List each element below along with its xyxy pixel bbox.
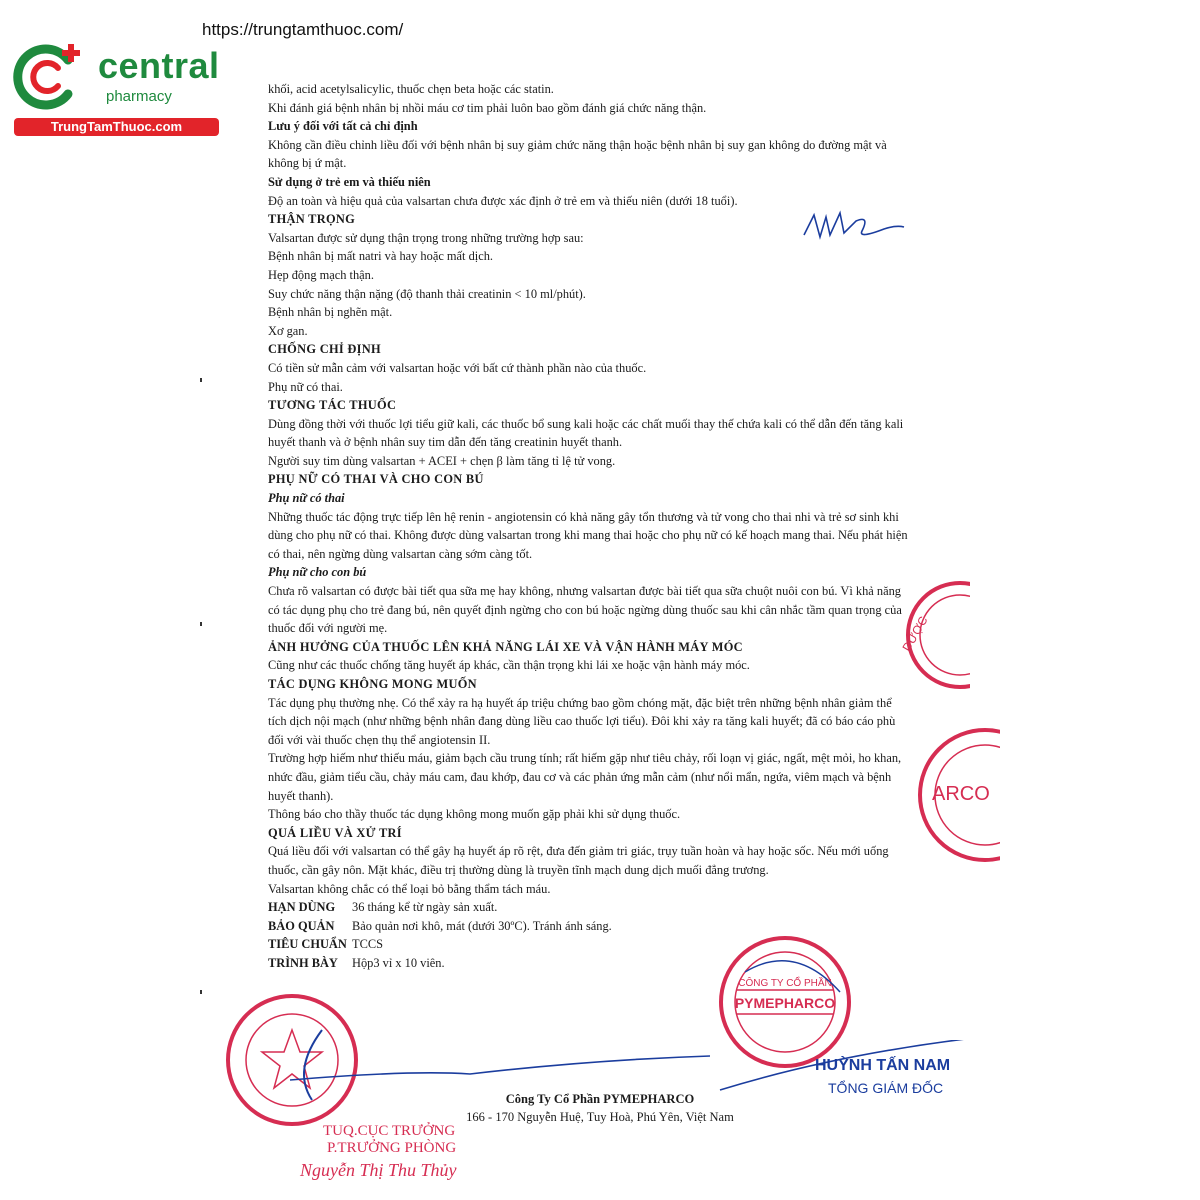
info-key: BẢO QUẢN	[268, 918, 335, 933]
paragraph: Tác dụng phụ thường nhẹ. Có thể xảy ra hạ huyết áp triệu chứng bao gồm chóng mặt, đặc biệt trên những bệnh nhân giảm thể tích dịch nội mạch (như những bệnh nhân đang dùng liều cao thuốc lợi tiểu). Đôi khi xảy ra tăng kali huyết; đã có báo cáo phù đối với vài thuốc chẹn thụ thể angiotensin II.	[268, 695, 896, 747]
pharmacy-c-logo-icon	[10, 38, 88, 116]
source-url[interactable]: https://trungtamthuoc.com/	[202, 20, 404, 39]
tuq-title-line: P.TRƯỞNG PHÒNG	[327, 1140, 457, 1156]
info-key: TIÊU CHUẨN	[268, 937, 347, 952]
punch-mark	[200, 378, 202, 382]
section-heading: PHỤ NỮ CÓ THAI VÀ CHO CON BÚ	[268, 472, 484, 487]
tuq-title-line: TUQ.CỤC TRƯỞNG	[323, 1123, 456, 1139]
list-line: Valsartan được sử dụng thận trọng trong những trường hợp sau:	[268, 230, 584, 245]
section-subtitle: Phụ nữ cho con bú	[268, 565, 367, 580]
section-heading: TÁC DỤNG KHÔNG MONG MUỐN	[268, 677, 477, 691]
svg-text:DƯỢC: DƯỢC	[899, 613, 931, 654]
company-name: Công Ty Cổ Phần PYMEPHARCO	[505, 1092, 695, 1106]
list-line: Xơ gan.	[268, 323, 308, 338]
paragraph: Người suy tim dùng valsartan + ACEI + chẹn β làm tăng tỉ lệ tử vong.	[268, 453, 616, 468]
info-value: TCCS	[352, 937, 383, 952]
logo-brand-text: central	[98, 45, 220, 86]
paragraph: Thông báo cho thầy thuốc tác dụng không mong muốn gặp phải khi sử dụng thuốc.	[268, 807, 681, 822]
section-heading: THẬN TRỌNG	[268, 212, 356, 227]
director-title: TỔNG GIÁM ĐỐC	[828, 1080, 944, 1096]
info-key: TRÌNH BÀY	[268, 955, 338, 970]
info-value: 36 tháng kể từ ngày sản xuất.	[352, 900, 498, 915]
section-subtitle: Phụ nữ có thai	[268, 491, 345, 506]
punch-mark	[200, 990, 202, 994]
company-address: 166 - 170 Nguyễn Huệ, Tuy Hoà, Phú Yên, Việt Nam	[466, 1110, 734, 1124]
section-subtitle: Sử dụng ở trẻ em và thiếu niên	[268, 174, 431, 189]
section-heading: ẢNH HƯỞNG CỦA THUỐC LÊN KHẢ NĂNG LÁI XE VÀ VẬN HÀNH MÁY MÓC	[268, 639, 743, 654]
logo-sub-text: pharmacy	[106, 88, 172, 105]
punch-mark	[200, 622, 202, 626]
svg-text:ARCO: ARCO	[932, 783, 990, 805]
company-stamp-partial-icon	[880, 720, 1000, 870]
info-row	[268, 898, 913, 917]
intro-line: khối, acid acetylsalicylic, thuốc chẹn beta hoặc các statin.	[268, 82, 554, 96]
info-value: Bảo quản nơi khô, mát (dưới 30ºC). Tránh ánh sáng.	[352, 918, 612, 933]
paragraph: Độ an toàn và hiệu quả của valsartan chưa được xác định ở trẻ em và thiếu niên (dưới 18 tuổi).	[268, 193, 738, 208]
central-pharmacy-logo	[10, 38, 220, 138]
list-line: Bệnh nhân bị mất natri và hay hoặc mất dịch.	[268, 249, 494, 264]
paragraph: Dùng đồng thời với thuốc lợi tiểu giữ kali, các thuốc bổ sung kali hoặc các chất muối thay thế chứa kali có thể dẫn đến tăng kali huyết thanh và ở bệnh nhân suy tim dẫn đến tăng creatinin huyết thanh.	[268, 416, 904, 450]
section-heading: CHỐNG CHỈ ĐỊNH	[268, 342, 381, 357]
initials-signature-icon	[800, 205, 910, 250]
list-line: Có tiền sử mẫn cảm với valsartan hoặc với bất cứ thành phần nào của thuốc.	[268, 360, 647, 375]
section-subtitle: Lưu ý đối với tất cả chỉ định	[268, 119, 418, 134]
director-name: HUỲNH TẤN NAM	[815, 1057, 951, 1074]
list-line: Phụ nữ có thai.	[268, 379, 343, 394]
svg-text:PYMEPHARCO: PYMEPHARCO	[734, 995, 836, 1011]
list-line: Bệnh nhân bị nghẽn mật.	[268, 305, 393, 320]
intro-line: Khi đánh giá bệnh nhân bị nhồi máu cơ tim phải luôn bao gồm đánh giá chức năng thận.	[268, 100, 707, 115]
paragraph: Chưa rõ valsartan có được bài tiết qua sữa mẹ hay không, nhưng valsartan được bài tiết qua sữa chuột nuôi con bú. Vì khả năng có tác dụng phụ cho trẻ đang bú, nên quyết định ngừng cho con bú hoặc ngừng dùng thuốc sau khi cân nhắc tầm quan trọng của thuốc đối với người mẹ.	[268, 584, 902, 636]
section-heading: QUÁ LIỀU VÀ XỬ TRÍ	[268, 825, 402, 840]
paragraph: Không cần điều chỉnh liều đối với bệnh nhân bị suy giảm chức năng thận hoặc bệnh nhân bị suy gan không do đường mật và không bị ứ mật.	[268, 137, 887, 171]
paragraph: Valsartan không chắc có thể loại bỏ bằng thẩm tách máu.	[268, 881, 551, 896]
company-stamp-partial-icon	[860, 575, 970, 695]
paragraph: Cũng như các thuốc chống tăng huyết áp khác, cần thận trọng khi lái xe hoặc vận hành máy móc.	[268, 658, 750, 673]
tuq-signatory-name: Nguyễn Thị Thu Thủy	[300, 1160, 457, 1180]
logo-site-banner: TrungTamThuoc.com	[14, 118, 219, 136]
svg-text:CÔNG TY CỔ PHẦN: CÔNG TY CỔ PHẦN	[738, 978, 832, 989]
list-line: Hẹp động mạch thận.	[268, 267, 374, 282]
info-key: HẠN DÙNG	[268, 900, 336, 915]
list-line: Suy chức năng thận nặng (độ thanh thải creatinin < 10 ml/phút).	[268, 286, 586, 301]
paragraph: Những thuốc tác động trực tiếp lên hệ renin - angiotensin có khả năng gây tổn thương và tử vong cho thai nhi và trẻ sơ sinh khi dùng cho phụ nữ có thai. Không được dùng valsartan trong khi mang thai hoặc cho phụ nữ có kế hoạch mang thai. Nếu phát hiện có thai, nên ngừng dùng valsartan càng sớm càng tốt.	[268, 509, 908, 561]
info-value: Hộp3 vỉ x 10 viên.	[352, 955, 445, 970]
paragraph: Quá liều đối với valsartan có thể gây hạ huyết áp rõ rệt, đưa đến giảm tri giác, trụy tuần hoàn và hay hoặc sốc. Nếu mới uống thuốc, cần gây nôn. Mặt khác, điều trị thường dùng là truyền tĩnh mạch dung dịch muối đẳng trương.	[268, 844, 889, 877]
section-heading: TƯƠNG TÁC THUỐC	[268, 398, 397, 413]
paragraph: Trường hợp hiếm như thiếu máu, giảm bạch cầu trung tính; rất hiếm gặp như tiêu chảy, rối loạn vị giác, ngất, mệt mỏi, ho khan, nhức đầu, giảm tiểu cầu, chảy máu cam, đau khớp, đau cơ và các phản ứng mẫn cảm (như nổi mẩn, ngứa, viêm mạch và bệnh huyết thanh).	[268, 751, 902, 803]
